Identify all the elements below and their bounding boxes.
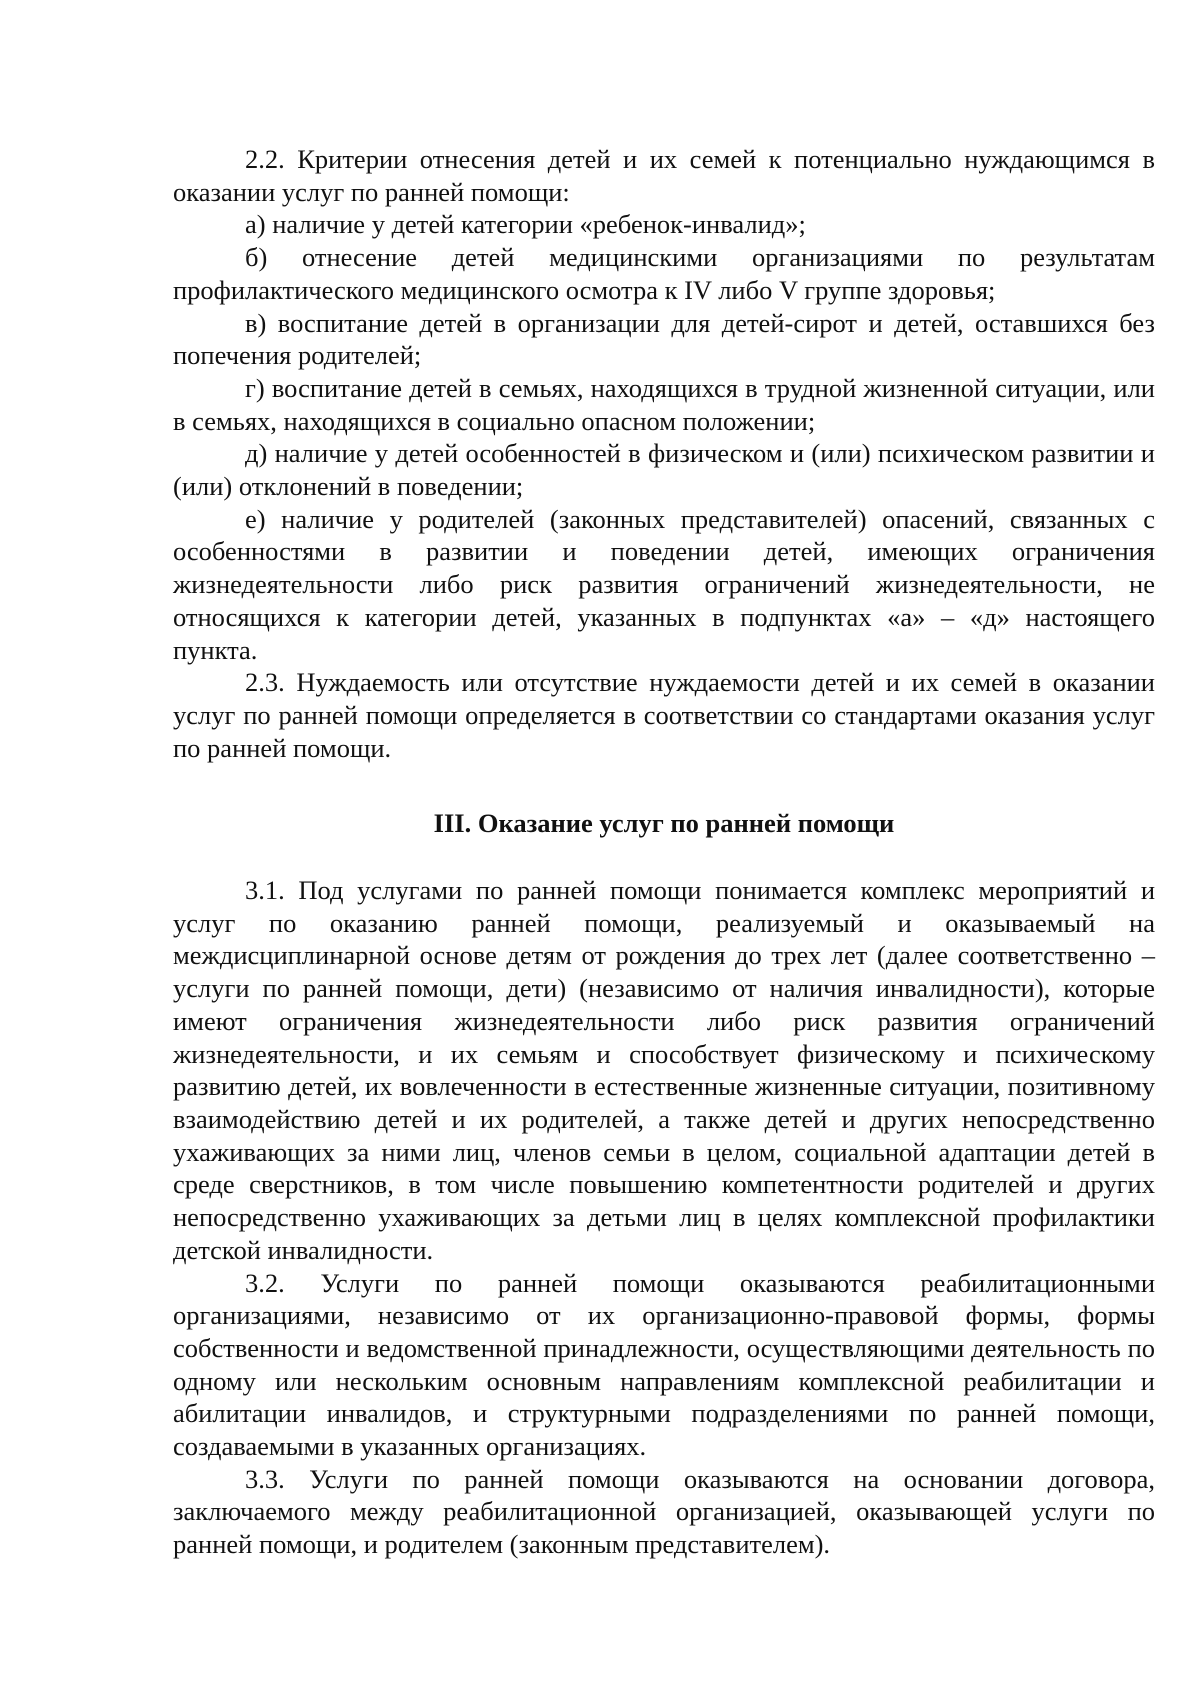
criterion-g: г) воспитание детей в семьях, находящихся в трудной жизненной ситуации, или в семьях, находящихся в социально опасном положении; [173,372,1155,436]
clause-3-3: 3.3. Услуги по ранней помощи оказываются на основании договора, заключаемого между реабилитационной организацией, оказывающей услуги по ранней помощи, и родителем (законным представителем). [173,1463,1155,1560]
clause-3-1: 3.1. Под услугами по ранней помощи понимается комплекс мероприятий и услуг по оказанию ранней помощи, реализуемый и оказываемый на междисциплинарной основе детям от рождения до трех лет (далее соответственно – услуги по ранней помощи, дети) (независимо от наличия инвалидности), которые имеют ограничения жизнедеятельности либо риск развития ограничений жизнедеятельности, и их семьям и способствует физическому и психическому развитию детей, их вовлеченности в естественные жизненные ситуации, позитивному взаимодействию детей и их родителей, а также детей и других непосредственно ухаживающих за ними лиц, членов семьи в целом, социальной адаптации детей в среде сверстников, в том числе повышению компетентности родителей и других непосредственно ухаживающих за детьми лиц в целях комплексной профилактики детской инвалидности. [173,875,1155,1265]
clause-2-2: 2.2. Критерии отнесения детей и их семей к потенциально нуждающимся в оказании услуг по ранней помощи: [173,144,1155,207]
criterion-a: а) наличие у детей категории «ребенок-инвалид»; [245,209,806,240]
criterion-d: д) наличие у детей особенностей в физическом и (или) психическом развитии и (или) отклонений в поведении; [173,438,1155,502]
section-heading: III. Оказание услуг по ранней помощи [433,808,895,839]
document-page [173,143,1155,1561]
clause-3-2: 3.2. Услуги по ранней помощи оказываются реабилитационными организациями, независимо от их организационно-правовой формы, формы собственности и ведомственной принадлежности, осуществляющими деятельность по одному или нескольким основным направлениям комплексной реабилитации и абилитации инвалидов, и структурными подразделениями по ранней помощи, создаваемыми в указанных организациях. [173,1267,1155,1462]
criterion-b: б) отнесение детей медицинскими организациями по результатам профилактического медицинского осмотра к IV либо V группе здоровья; [173,242,1155,305]
criterion-e: е) наличие у родителей (законных представителей) опасений, связанных с особенностями в развитии и поведении детей, имеющих ограничения жизнедеятельности либо риск развития ограничений жизнедеятельности, не относящихся к категории детей, указанных в подпунктах «а» – «д» настоящего пункта. [173,503,1155,665]
clause-2-3: 2.3. Нуждаемость или отсутствие нуждаемости детей и их семей в оказании услуг по ранней помощи определяется в соответствии со стандартами оказания услуг по ранней помощи. [173,667,1155,763]
criterion-v: в) воспитание детей в организации для детей-сирот и детей, оставшихся без попечения родителей; [173,307,1155,371]
